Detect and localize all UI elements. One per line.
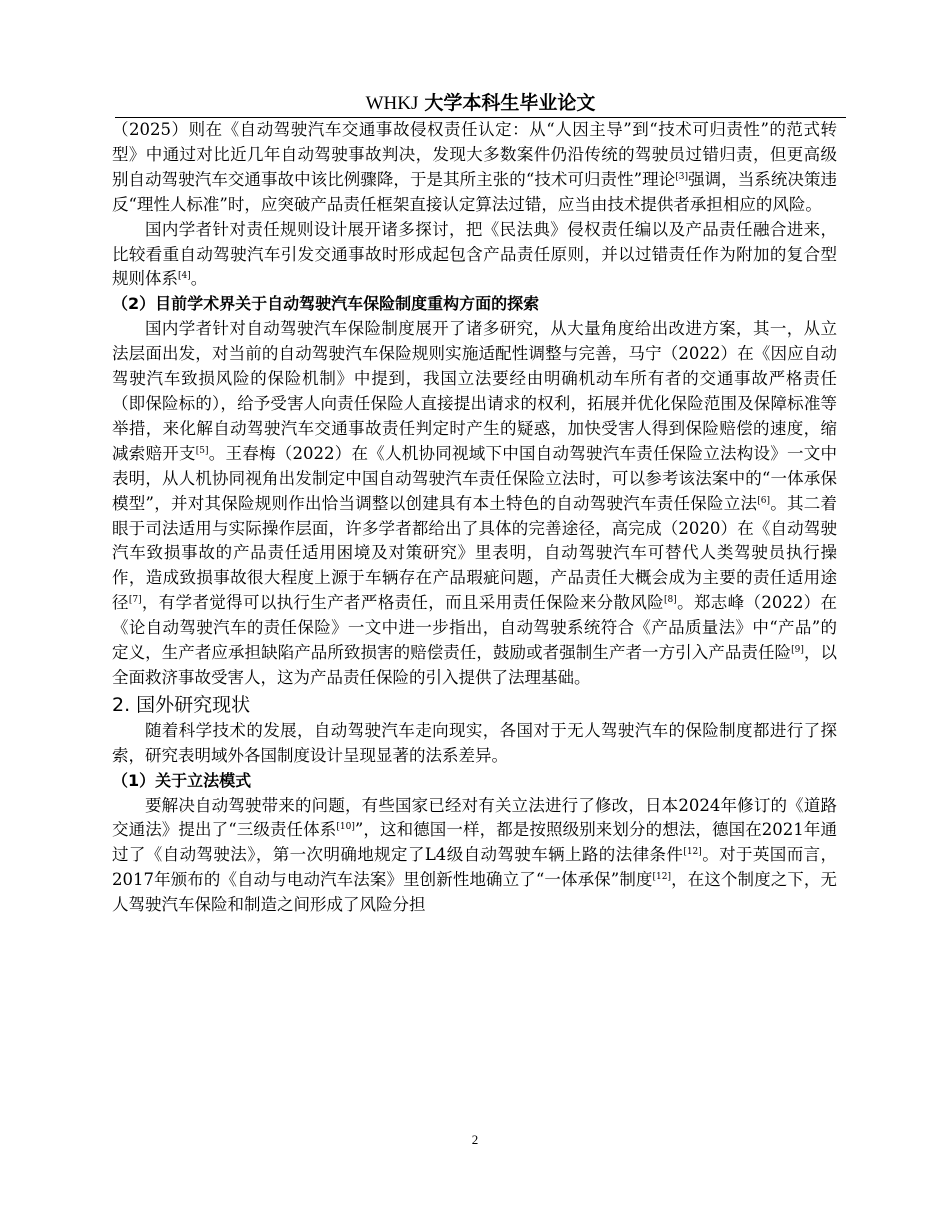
- header-title: 大学本科生毕业论文: [424, 92, 596, 114]
- paragraph: 随着科学技术的发展，自动驾驶汽车走向现实，各国对于无人驾驶汽车的保险制度都进行了探索，研究表明域外各国制度设计呈现显著的法系差异。: [112, 720, 837, 765]
- page-number: 2: [471, 1132, 479, 1147]
- running-header: [115, 90, 846, 117]
- citation: [6]: [757, 495, 770, 506]
- citation: [5]: [195, 445, 209, 456]
- citation: [3]: [675, 171, 689, 182]
- citation: [9]: [791, 645, 804, 656]
- citation: [12]: [652, 872, 672, 883]
- paragraph: 国内学者针对责任规则设计展开诸多探讨，把《民法典》侵权责任编以及产品责任融合进来，比较看重自动驾驶汽车引发交通事故时形成起包含产品责任原则，并以过错责任作为附加的复合型规则体系[4]。: [112, 219, 837, 289]
- citation: [4]: [178, 271, 191, 282]
- body-text: [112, 118, 837, 918]
- citation: [12]: [683, 847, 702, 858]
- paragraph: 要解决自动驾驶带来的问题，有些国家已经对有关立法进行了修改，日本2024年修订的《道路交通法》提出了“三级责任体系[10]”，这和德国一样，都是按照级别来划分的想法，德国在2021年通过了《自动驾驶法》，第一次明确地规定了L4级自动驾驶车辆上路的法律条件[12]。对于英国而言，2017年颁布的《自动与电动汽车法案》里创新性地确立了“一体承保”制度[12]，在这个制度之下，无人驾驶汽车保险和制造之间形成了风险分担: [112, 795, 838, 915]
- header-latin: WHKJ: [365, 93, 419, 114]
- paragraph: （2025）则在《自动驾驶汽车交通事故侵权责任认定：从“人因主导”到“技术可归责性”的范式转型》中通过对比近几年自动驾驶事故判决，发现大多数案件仍沿传统的驾驶员过错归责，但更高级别自动驾驶汽车交通事故中该比例骤降，于是其所主张的“技术可归责性”理论[3]强调，当系统决策违反“理性人标准”时，应突破产品责任框架直接认定算法过错，应当由技术提供者承担相应的风险。: [112, 120, 838, 214]
- citation: [7]: [128, 595, 142, 606]
- section-heading: 2. 国外研究现状: [112, 693, 251, 716]
- paragraph: 国内学者针对自动驾驶汽车保险制度展开了诸多研究，从大量角度给出改进方案，其一，从立法层面出发，对当前的自动驾驶汽车保险规则实施适配性调整与完善，马宁（2022）在《因应自动驾驶汽车致损风险的保险机制》中提到，我国立法要经由明确机动车所有者的交通事故严格责任（即保险标的），给予受害人向责任保险人直接提出请求的权利，拓展并优化保险范围及保障标准等举措，来化解自动驾驶汽车交通事故责任判定时产生的疑惑，加快受害人得到保险赔偿的速度，缩减索赔开支[5]。王春梅（2022）在《人机协同视域下中国自动驾驶汽车责任保险立法构设》一文中表明，从人机协同视角出发制定中国自动驾驶汽车责任保险立法时，可以参考该法案中的“一体承保模型”，并对其保险规则作出恰当调整以创建具有本土特色的自动驾驶汽车责任保险立法[6]。其二着眼于司法适用与实际操作层面，许多学者都给出了具体的完善途径，高完成（2020）在《自动驾驶汽车致损事故的产品责任适用困境及对策研究》里表明，自动驾驶汽车可替代人类驾驶员执行操作，造成致损事故很大程度上源于车辆存在产品瑕疵问题，产品责任大概会成为主要的责任适用途径[7]，有学者觉得可以执行生产者严格责任，而且采用责任保险来分散风险[8]。郑志峰（2022）在《论自动驾驶汽车的责任保险》一文中进一步指出，自动驾驶系统符合《产品质量法》中“产品”的定义，生产者应承担缺陷产品所致损害的赔偿责任，鼓励或者强制生产者一方引入产品责任险[9]，以全面救济事故受害人，这为产品责任保险的引入提供了法理基础。: [112, 319, 838, 687]
- subheading: （2）目前学术界关于自动驾驶汽车保险制度重构方面的探索: [112, 294, 540, 314]
- citation: [10]: [336, 822, 355, 833]
- citation: [8]: [664, 595, 677, 606]
- subheading: （1）关于立法模式: [112, 770, 252, 790]
